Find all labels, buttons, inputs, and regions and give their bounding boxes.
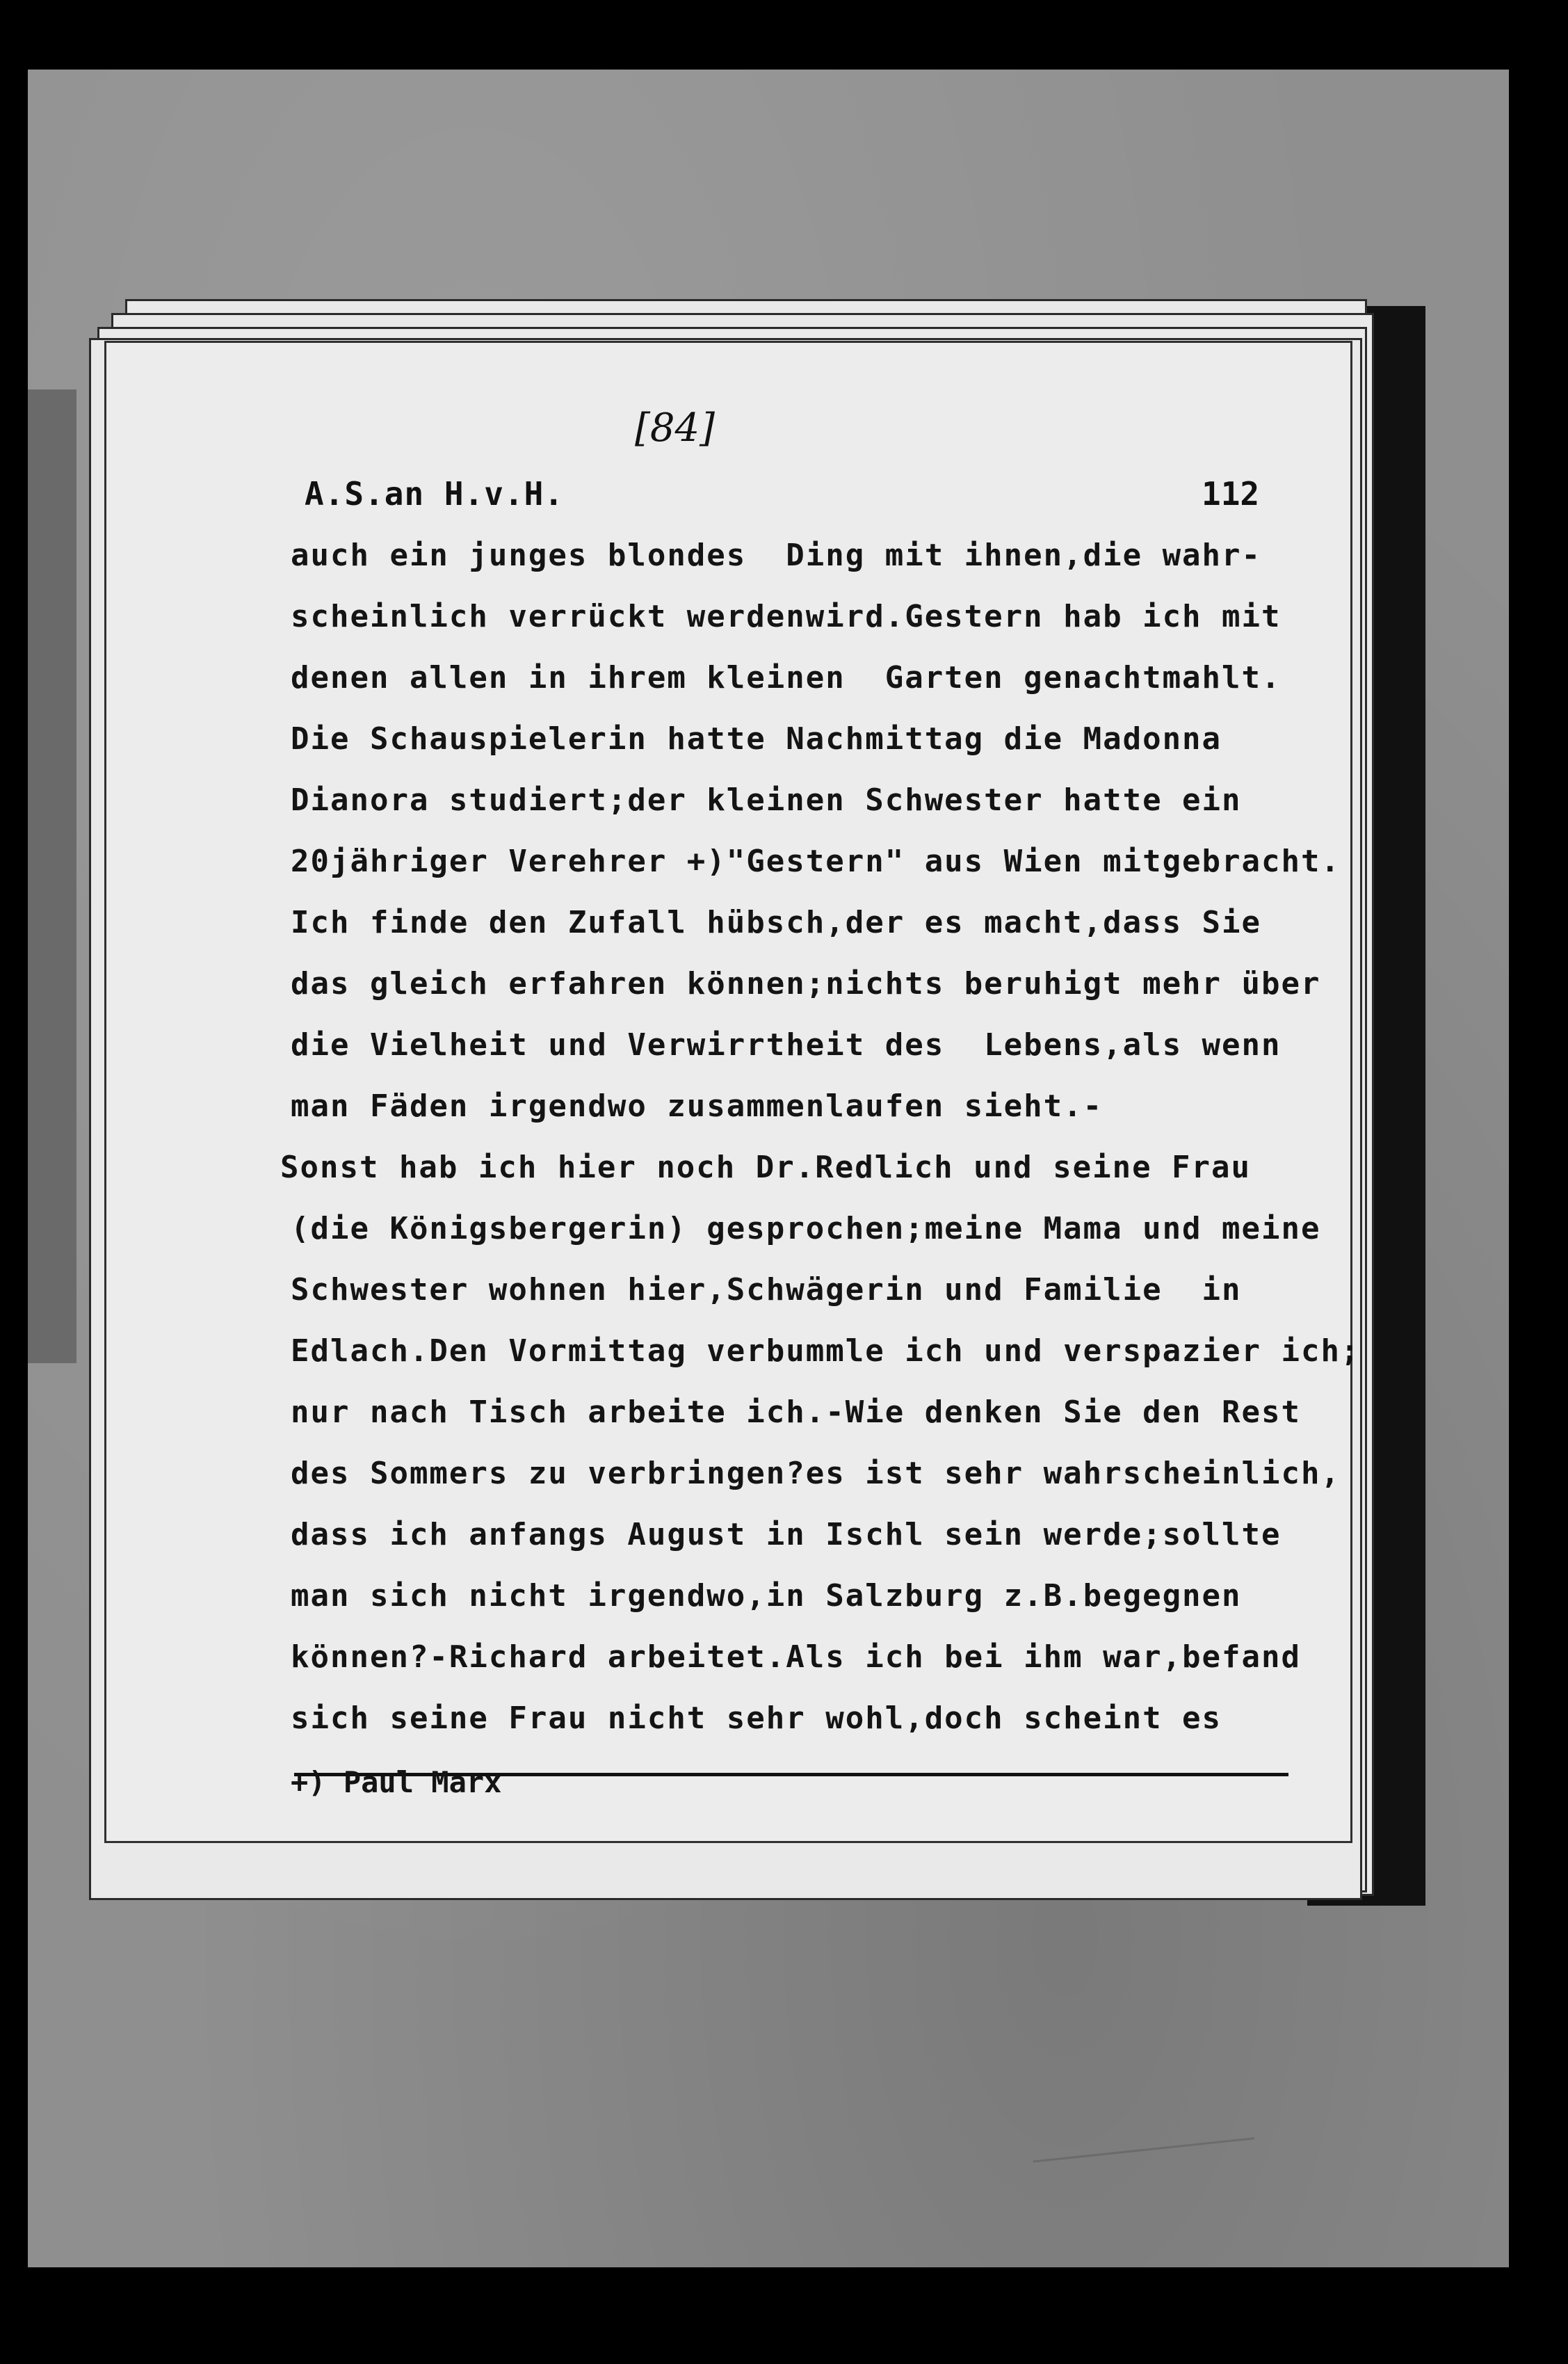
body-line: nur nach Tisch arbeite ich.-Wie denken Sie den Rest xyxy=(291,1394,1302,1430)
body-line: Schwester wohnen hier,Schwägerin und Familie in xyxy=(291,1272,1242,1308)
body-line: Ich finde den Zufall hübsch,der es macht,dass Sie xyxy=(291,905,1262,940)
body-line: denen allen in ihrem kleinen Garten genachtmahlt. xyxy=(291,660,1282,695)
body-line: die Vielheit und Verwirrtheit des Lebens,als wenn xyxy=(291,1027,1282,1063)
footnote: +) Paul Marx xyxy=(291,1765,502,1799)
binder-edge xyxy=(28,389,76,1363)
body-line: scheinlich verrückt werdenwird.Gestern hab ich mit xyxy=(291,599,1282,634)
letter-header: A.S.an H.v.H. xyxy=(305,475,565,513)
body-line: sich seine Frau nicht sehr wohl,doch scheint es xyxy=(291,1700,1222,1736)
page-number: 112 xyxy=(1202,475,1260,513)
body-line: 20jähriger Verehrer +)"Gestern" aus Wien mitgebracht. xyxy=(291,844,1341,879)
body-line: auch ein junges blondes Ding mit ihnen,die wahr- xyxy=(291,538,1262,573)
body-line: des Sommers zu verbringen?es ist sehr wahrscheinlich, xyxy=(291,1456,1341,1491)
body-line: man Fäden irgendwo zusammenlaufen sieht.- xyxy=(291,1088,1104,1124)
body-line: Die Schauspielerin hatte Nachmittag die Madonna xyxy=(291,721,1222,757)
body-line: Sonst hab ich hier noch Dr.Redlich und seine Frau xyxy=(280,1150,1252,1185)
folio-number-text: 84 xyxy=(649,405,700,451)
body-line: Dianora studiert;der kleinen Schwester hatte ein xyxy=(291,782,1242,818)
typed-letter-sheet xyxy=(104,341,1361,1843)
body-line: Edlach.Den Vormittag verbummle ich und verspazier ich; xyxy=(291,1333,1361,1369)
handwritten-folio-number: [84] xyxy=(635,405,715,451)
body-line: das gleich erfahren können;nichts beruhigt mehr über xyxy=(291,966,1321,1002)
pencil-mark xyxy=(1026,2075,1254,2163)
body-line: (die Königsbergerin) gesprochen;meine Mama und meine xyxy=(291,1211,1321,1246)
body-line: können?-Richard arbeitet.Als ich bei ihm war,befand xyxy=(291,1639,1302,1675)
body-line: man sich nicht irgendwo,in Salzburg z.B.begegnen xyxy=(291,1578,1242,1614)
body-line: dass ich anfangs August in Ischl sein werde;sollte xyxy=(291,1517,1282,1552)
